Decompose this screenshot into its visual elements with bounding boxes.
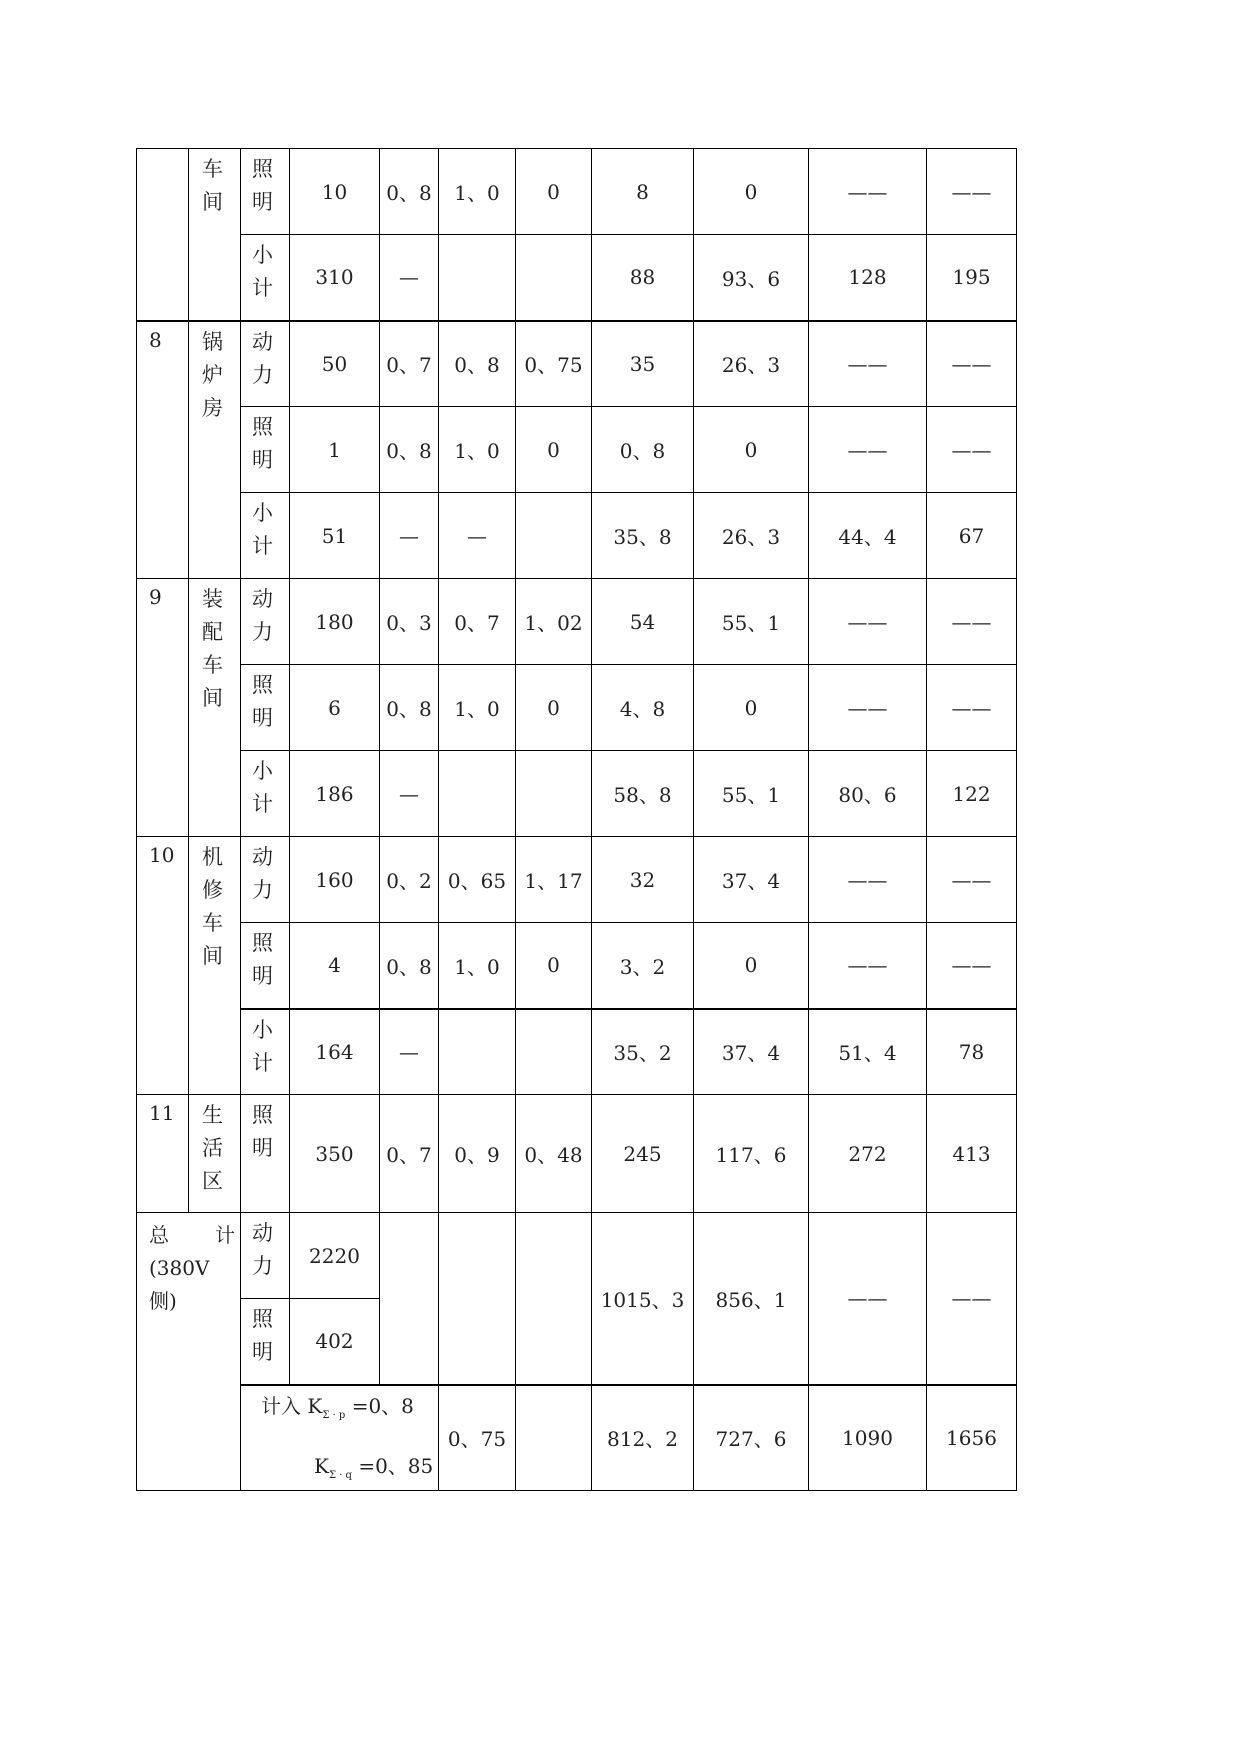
- load-category: 小计: [241, 493, 290, 579]
- coincidence-row: [137, 1385, 1017, 1491]
- reactive-load: 856、1: [694, 1213, 809, 1385]
- load-category: 照明: [241, 665, 290, 751]
- table-row: [137, 751, 1017, 837]
- row-number: [137, 149, 189, 321]
- load-category: 动力: [241, 837, 290, 923]
- demand-coefficient: 0、7: [380, 1095, 439, 1213]
- rated-power: 6: [290, 665, 380, 751]
- rated-power: 350: [290, 1095, 380, 1213]
- active-load: 245: [592, 1095, 694, 1213]
- rated-power: 50: [290, 321, 380, 407]
- tan-phi: [516, 1213, 592, 1385]
- demand-coefficient: —: [380, 493, 439, 579]
- table-row: [137, 407, 1017, 493]
- tan-phi: [516, 1009, 592, 1095]
- current: 195: [927, 235, 1017, 321]
- load-category: 小计: [241, 751, 290, 837]
- table-row: [137, 149, 1017, 235]
- rated-power: 310: [290, 235, 380, 321]
- workshop-name: 车间: [189, 149, 241, 321]
- power-factor: 1、0: [439, 923, 516, 1009]
- reactive-load: 55、1: [694, 579, 809, 665]
- apparent-load: ——: [809, 837, 927, 923]
- apparent-load: 80、6: [809, 751, 927, 837]
- reactive-load: 93、6: [694, 235, 809, 321]
- total-row: [137, 1213, 1017, 1299]
- power-factor: [439, 1213, 516, 1385]
- power-factor: 1、0: [439, 407, 516, 493]
- power-factor: [439, 751, 516, 837]
- reactive-load: 0: [694, 149, 809, 235]
- apparent-load: 272: [809, 1095, 927, 1213]
- demand-coefficient: —: [380, 1009, 439, 1095]
- reactive-load: 37、4: [694, 837, 809, 923]
- table-row: [137, 1095, 1017, 1213]
- workshop-name: 装配车间: [189, 579, 241, 837]
- workshop-name: 机修车间: [189, 837, 241, 1095]
- current: ——: [927, 923, 1017, 1009]
- row-number: 10: [137, 837, 189, 1095]
- apparent-load: ——: [809, 407, 927, 493]
- active-load: 35、2: [592, 1009, 694, 1095]
- row-number: 9: [137, 579, 189, 837]
- active-load: 32: [592, 837, 694, 923]
- active-load: 58、8: [592, 751, 694, 837]
- tan-phi: [516, 235, 592, 321]
- active-load: 1015、3: [592, 1213, 694, 1385]
- active-load: 812、2: [592, 1385, 694, 1491]
- demand-coefficient: —: [380, 235, 439, 321]
- current: 67: [927, 493, 1017, 579]
- rated-power: 51: [290, 493, 380, 579]
- power-factor: 0、9: [439, 1095, 516, 1213]
- rated-power: 2220: [290, 1213, 380, 1299]
- apparent-load: ——: [809, 923, 927, 1009]
- workshop-name: 生活区: [189, 1095, 241, 1213]
- load-category: 照明: [241, 149, 290, 235]
- tan-phi: 0: [516, 923, 592, 1009]
- tan-phi: 0、48: [516, 1095, 592, 1213]
- reactive-load: 0: [694, 407, 809, 493]
- table-row: [137, 923, 1017, 1009]
- tan-phi: 0: [516, 665, 592, 751]
- load-category: 照明: [241, 1095, 290, 1213]
- table-row: [137, 665, 1017, 751]
- load-category: 动力: [241, 321, 290, 407]
- current: ——: [927, 665, 1017, 751]
- tan-phi: [516, 493, 592, 579]
- current: ——: [927, 837, 1017, 923]
- apparent-load: ——: [809, 149, 927, 235]
- reactive-load: 26、3: [694, 493, 809, 579]
- apparent-load: ——: [809, 579, 927, 665]
- apparent-load: ——: [809, 1213, 927, 1385]
- tan-phi: 0: [516, 149, 592, 235]
- active-load: 35、8: [592, 493, 694, 579]
- row-number: 11: [137, 1095, 189, 1213]
- power-factor: —: [439, 493, 516, 579]
- power-factor: 0、8: [439, 321, 516, 407]
- tan-phi: 1、02: [516, 579, 592, 665]
- active-load: 3、2: [592, 923, 694, 1009]
- power-factor: 0、75: [439, 1385, 516, 1491]
- load-category: 照明: [241, 923, 290, 1009]
- row-number: 8: [137, 321, 189, 579]
- rated-power: 164: [290, 1009, 380, 1095]
- current: 122: [927, 751, 1017, 837]
- table-row: [137, 1009, 1017, 1095]
- demand-coefficient: 0、2: [380, 837, 439, 923]
- load-category: 动力: [241, 579, 290, 665]
- power-factor: [439, 1009, 516, 1095]
- reactive-load: 0: [694, 923, 809, 1009]
- rated-power: 402: [290, 1299, 380, 1385]
- active-load: 88: [592, 235, 694, 321]
- load-calculation-table: [136, 148, 1017, 1491]
- current: 78: [927, 1009, 1017, 1095]
- demand-coefficient: 0、8: [380, 665, 439, 751]
- power-factor: 1、0: [439, 665, 516, 751]
- power-factor: 0、7: [439, 579, 516, 665]
- rated-power: 4: [290, 923, 380, 1009]
- reactive-load: 55、1: [694, 751, 809, 837]
- table-row: [137, 579, 1017, 665]
- demand-coefficient: [380, 1213, 439, 1385]
- demand-coefficient: 0、8: [380, 407, 439, 493]
- load-category: 小计: [241, 235, 290, 321]
- tan-phi: 1、17: [516, 837, 592, 923]
- tan-phi: [516, 1385, 592, 1491]
- demand-coefficient: 0、8: [380, 923, 439, 1009]
- load-category: 照明: [241, 407, 290, 493]
- coincidence-factors: 计入 $K_{\Sigma \cdot p} =0$、8 $K_{\Sigma \cdot q} =0$、85: [241, 1385, 439, 1491]
- reactive-load: 117、6: [694, 1095, 809, 1213]
- load-category: 小计: [241, 1009, 290, 1095]
- power-factor: [439, 235, 516, 321]
- current: 413: [927, 1095, 1017, 1213]
- current: ——: [927, 407, 1017, 493]
- power-factor: 1、0: [439, 149, 516, 235]
- current: 1656: [927, 1385, 1017, 1491]
- active-load: 4、8: [592, 665, 694, 751]
- current: ——: [927, 579, 1017, 665]
- table-row: [137, 837, 1017, 923]
- reactive-load: 26、3: [694, 321, 809, 407]
- table-row: [137, 493, 1017, 579]
- apparent-load: 1090: [809, 1385, 927, 1491]
- table-row: [137, 235, 1017, 321]
- current: ——: [927, 1213, 1017, 1385]
- rated-power: 180: [290, 579, 380, 665]
- demand-coefficient: 0、3: [380, 579, 439, 665]
- rated-power: 160: [290, 837, 380, 923]
- rated-power: 1: [290, 407, 380, 493]
- apparent-load: ——: [809, 321, 927, 407]
- apparent-load: 51、4: [809, 1009, 927, 1095]
- tan-phi: 0: [516, 407, 592, 493]
- demand-coefficient: —: [380, 751, 439, 837]
- power-factor: 0、65: [439, 837, 516, 923]
- total-label: 总 计 (380V 侧): [137, 1213, 241, 1491]
- reactive-load: 727、6: [694, 1385, 809, 1491]
- table-row: [137, 321, 1017, 407]
- active-load: 0、8: [592, 407, 694, 493]
- active-load: 35: [592, 321, 694, 407]
- reactive-load: 0: [694, 665, 809, 751]
- load-category: 动力: [241, 1213, 290, 1299]
- apparent-load: 44、4: [809, 493, 927, 579]
- demand-coefficient: 0、7: [380, 321, 439, 407]
- tan-phi: 0、75: [516, 321, 592, 407]
- reactive-load: 37、4: [694, 1009, 809, 1095]
- current: ——: [927, 321, 1017, 407]
- active-load: 8: [592, 149, 694, 235]
- tan-phi: [516, 751, 592, 837]
- rated-power: 10: [290, 149, 380, 235]
- demand-coefficient: 0、8: [380, 149, 439, 235]
- rated-power: 186: [290, 751, 380, 837]
- active-load: 54: [592, 579, 694, 665]
- apparent-load: 128: [809, 235, 927, 321]
- workshop-name: 锅炉房: [189, 321, 241, 579]
- current: ——: [927, 149, 1017, 235]
- load-category: 照明: [241, 1299, 290, 1385]
- apparent-load: ——: [809, 665, 927, 751]
